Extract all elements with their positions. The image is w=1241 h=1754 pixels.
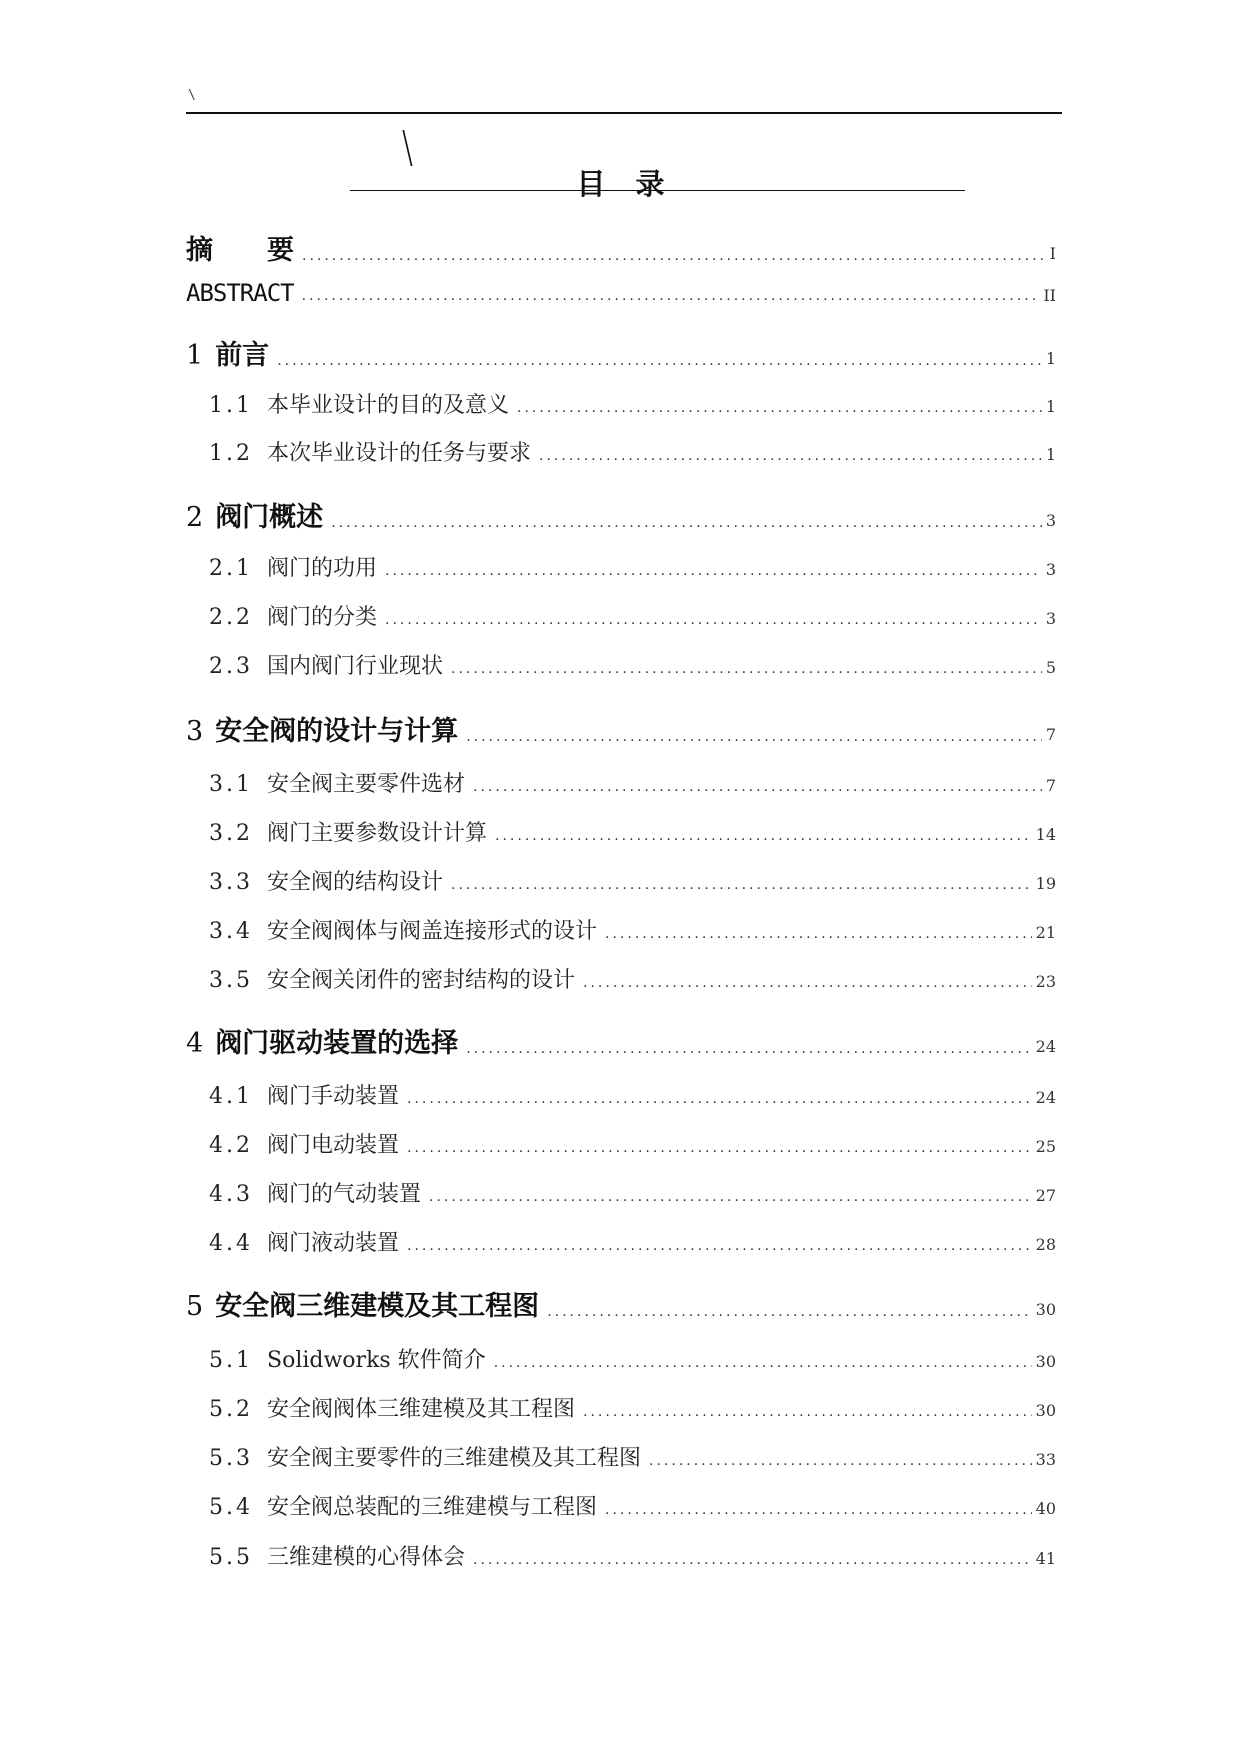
toc-entry-number: 3.5	[209, 968, 253, 993]
toc-entry-page: 5	[1045, 658, 1056, 677]
toc-entry-label: 安全阀阀体与阀盖连接形式的设计	[267, 919, 598, 944]
leader-dots	[473, 779, 1042, 798]
toc-entry-ch1[interactable]	[186, 333, 1056, 372]
toc-entry-label: 安全阀的设计与计算	[215, 716, 459, 747]
toc-entry-4-4[interactable]	[209, 1226, 1056, 1257]
toc-entry-2-3[interactable]	[209, 649, 1056, 680]
toc-entry-4-1[interactable]	[209, 1079, 1056, 1110]
leader-dots	[495, 828, 1032, 847]
toc-entry-number: 5	[186, 1291, 204, 1322]
leader-dots	[583, 975, 1032, 994]
toc-entry-page: 24	[1035, 1037, 1056, 1056]
toc-entry-5-3[interactable]	[209, 1441, 1056, 1472]
toc-entry-number: 2.2	[209, 605, 253, 630]
leader-dots	[605, 926, 1032, 945]
toc-entry-page: 3	[1045, 560, 1056, 579]
leader-dots	[407, 1238, 1032, 1257]
leader-dots	[547, 1304, 1031, 1323]
toc-entry-label: 阀门液动装置	[267, 1231, 400, 1256]
toc-entry-page: 19	[1035, 874, 1056, 893]
toc-entry-number: 3.4	[209, 919, 253, 944]
toc-entry-5-1[interactable]	[209, 1343, 1056, 1374]
toc-entry-3-4[interactable]	[209, 914, 1056, 945]
toc-entry-label: 阀门的功用	[267, 556, 378, 581]
toc-entry-label: 阀门概述	[215, 502, 324, 533]
leader-dots	[494, 1355, 1032, 1374]
leader-dots	[517, 400, 1042, 419]
toc-title: 目录	[576, 167, 695, 201]
leader-dots	[583, 1404, 1032, 1423]
toc-entry-number: 4	[186, 1028, 204, 1059]
toc-entry-page: 30	[1035, 1352, 1056, 1371]
toc-entry-label: 阀门的分类	[267, 605, 378, 630]
toc-entry-number: 4.4	[209, 1231, 253, 1256]
toc-entry-label: 安全阀关闭件的密封结构的设计	[267, 968, 576, 993]
toc-entry-ch5[interactable]	[186, 1284, 1056, 1323]
leader-dots	[539, 448, 1042, 467]
leader-dots	[451, 661, 1042, 680]
toc-entry-page: 21	[1035, 923, 1056, 942]
toc-entry-1-1[interactable]	[209, 388, 1056, 419]
toc-entry-number: 1	[186, 340, 204, 371]
toc-entry-label: 安全阀阀体三维建模及其工程图	[267, 1397, 576, 1422]
toc-entry-page: 25	[1035, 1137, 1056, 1156]
toc-entry-number: 5.1	[209, 1348, 253, 1373]
toc-entry-page: 30	[1035, 1300, 1056, 1319]
leader-dots	[605, 1502, 1032, 1521]
leader-dots	[466, 729, 1042, 748]
toc-entry-label: 本次毕业设计的任务与要求	[267, 441, 532, 466]
toc-entry-page: 1	[1045, 445, 1056, 464]
toc-entry-page: 30	[1035, 1401, 1056, 1420]
toc-entry-number: 5.2	[209, 1397, 253, 1422]
toc-entry-number: 2.1	[209, 556, 253, 581]
toc-entry-page: 33	[1035, 1450, 1056, 1469]
toc-entry-page: II	[1043, 286, 1056, 305]
toc-entry-number: 3.1	[209, 772, 253, 797]
toc-entry-label: 安全阀主要零件选材	[267, 772, 466, 797]
leader-dots	[385, 563, 1042, 582]
toc-entry-page: 40	[1035, 1499, 1056, 1518]
toc-entry-label: 阀门的气动装置	[267, 1182, 422, 1207]
toc-entry-label: 安全阀的结构设计	[267, 870, 444, 895]
toc-entry-number: 2.3	[209, 654, 253, 679]
leader-dots	[385, 612, 1042, 631]
leader-dots	[407, 1091, 1032, 1110]
header-mark: \	[188, 88, 196, 103]
toc-entry-number: 3	[186, 716, 204, 747]
toc-entry-3-5[interactable]	[209, 963, 1056, 994]
toc-entry-page: 23	[1035, 972, 1056, 991]
toc-entry-abstract-cn[interactable]	[186, 228, 1056, 267]
toc-entry-ch4[interactable]	[186, 1021, 1056, 1060]
toc-entry-number: 5.5	[209, 1545, 253, 1570]
toc-entry-label: Solidworks 软件简介	[267, 1348, 486, 1373]
toc-entry-page: 41	[1035, 1549, 1056, 1568]
leader-dots	[429, 1189, 1032, 1208]
toc-entry-label: 前言	[215, 340, 270, 371]
toc-entry-label: 安全阀主要零件的三维建模及其工程图	[267, 1446, 642, 1471]
toc-entry-number: 4.2	[209, 1133, 253, 1158]
toc-entry-label: 阀门主要参数设计计算	[267, 821, 488, 846]
toc-entry-page: 14	[1035, 825, 1056, 844]
leader-dots	[473, 1552, 1032, 1571]
toc-entry-number: 4.3	[209, 1182, 253, 1207]
toc-entry-page: 1	[1045, 397, 1056, 416]
toc-entry-label: 本毕业设计的目的及意义	[267, 393, 510, 418]
toc-entry-3-1[interactable]	[209, 767, 1056, 798]
toc-entry-1-2[interactable]	[209, 436, 1056, 467]
toc-entry-page: 7	[1045, 776, 1056, 795]
toc-entry-number: 1.2	[209, 441, 253, 466]
toc-entry-label: 阀门电动装置	[267, 1133, 400, 1158]
toc-entry-page: 7	[1045, 725, 1056, 744]
toc-entry-number: 1.1	[209, 393, 253, 418]
toc-entry-ch2[interactable]	[186, 495, 1056, 534]
leader-dots	[407, 1140, 1032, 1159]
toc-entry-page: 3	[1045, 609, 1056, 628]
toc-entry-label: 国内阀门行业现状	[267, 654, 444, 679]
leader-dots	[277, 353, 1042, 372]
toc-entry-2-1[interactable]	[209, 551, 1056, 582]
toc-entry-label: 阀门手动装置	[267, 1084, 400, 1109]
toc-entry-ch3[interactable]	[186, 709, 1056, 748]
toc-entry-label: 安全阀总装配的三维建模与工程图	[267, 1495, 598, 1520]
toc-entry-number: 3.3	[209, 870, 253, 895]
toc-entry-5-5[interactable]	[209, 1540, 1056, 1571]
toc-entry-3-3[interactable]	[209, 865, 1056, 896]
toc-entry-4-3[interactable]	[209, 1177, 1056, 1208]
toc-entry-page: 3	[1045, 511, 1056, 530]
toc-entry-page: 24	[1035, 1088, 1056, 1107]
leader-dots	[466, 1041, 1031, 1060]
toc-entry-2-2[interactable]	[209, 600, 1056, 631]
toc-entry-page: I	[1049, 244, 1056, 263]
toc-entry-label: 阀门驱动装置的选择	[215, 1028, 459, 1059]
table-of-contents	[186, 0, 1056, 1754]
leader-dots	[302, 248, 1046, 267]
toc-entry-label: 摘 要	[186, 235, 294, 266]
leader-dots	[451, 877, 1032, 896]
toc-entry-number: 5.3	[209, 1446, 253, 1471]
leader-dots	[649, 1453, 1032, 1472]
leader-dots	[331, 515, 1042, 534]
toc-entry-label: 三维建模的心得体会	[267, 1545, 466, 1570]
toc-entry-5-4[interactable]	[209, 1490, 1056, 1521]
toc-entry-3-2[interactable]	[209, 816, 1056, 847]
slash-mark: \	[401, 122, 413, 173]
toc-entry-abstract-en[interactable]	[186, 279, 1056, 307]
toc-entry-page: 28	[1035, 1235, 1056, 1254]
toc-entry-number: 2	[186, 502, 204, 533]
toc-entry-label: ABSTRACT	[186, 279, 294, 307]
toc-entry-label: 安全阀三维建模及其工程图	[215, 1291, 540, 1322]
toc-entry-page: 1	[1045, 349, 1056, 368]
toc-entry-number: 5.4	[209, 1495, 253, 1520]
leader-dots	[302, 288, 1040, 307]
toc-entry-number: 4.1	[209, 1084, 253, 1109]
toc-entry-number: 3.2	[209, 821, 253, 846]
toc-entry-5-2[interactable]	[209, 1392, 1056, 1423]
toc-entry-page: 27	[1035, 1186, 1056, 1205]
toc-entry-4-2[interactable]	[209, 1128, 1056, 1159]
